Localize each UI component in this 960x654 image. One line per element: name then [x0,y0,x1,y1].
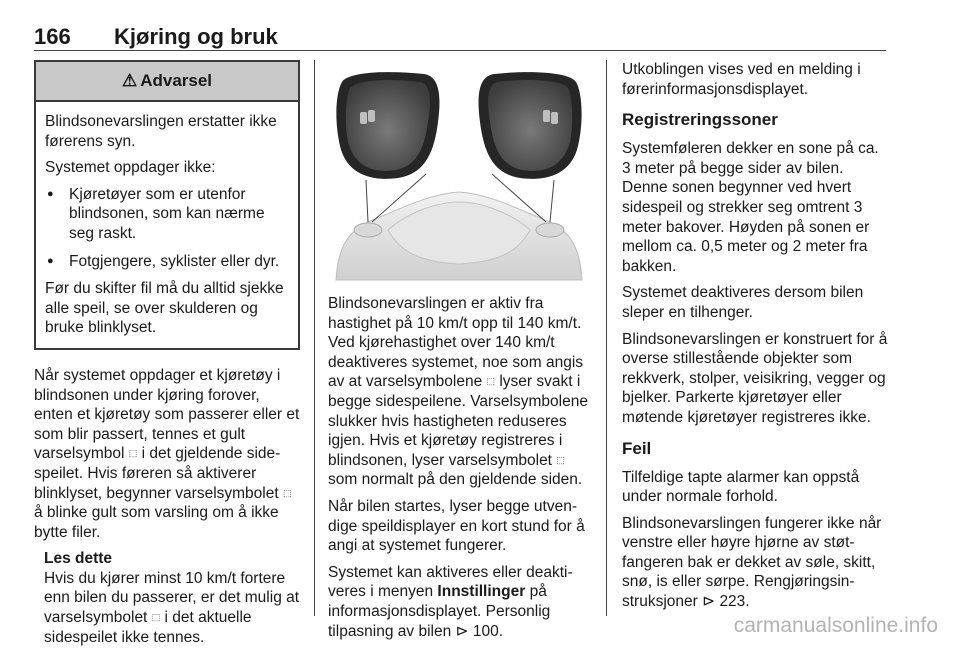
warning-text: Systemet oppdager ikke: [45,159,216,177]
page-ref-arrow-icon: ⊳ [702,593,716,611]
right-mirror [479,72,582,179]
column-middle [328,60,590,648]
body-text: Systemet kan aktiveres eller deaktiveres i menyen [328,563,573,601]
body-text: lyser svakt i begge sidespeilene. Varselsymbolene slukker hvis hastigheten reduseres igjen. Hvis et kjøretøy registreres i blindsonen, lyser varselsymbolet [328,373,588,469]
column-divider-right [606,60,607,616]
warning-title: Advarsel [140,71,213,90]
body-paragraph: Tilfeldige tapte alarmer kan oppstå under normale forhold. [622,468,860,506]
body-text: Når systemet oppdager et kjøretøy i blindsonen under kjøring forover, enten et kjøretøy som passerer eller et som blir passert, tennes et gult varselsymbol [34,366,300,463]
blind-spot-icon: ⬚ [486,376,496,387]
body-text: å blinke gult som varsling om å ikke bytte filer. [34,504,279,541]
body-paragraph [328,563,590,641]
section-heading-fault: Feil [622,438,652,458]
left-mirror [336,72,439,179]
list-item: ● Kjøretøyer som er utenfor blindsonen, som kan nærme seg raskt. [45,185,290,244]
page-reference[interactable]: 100. [472,622,504,640]
chapter-title: Kjøring og bruk [114,24,278,49]
warning-text: Blindsonevarslingen erstatter ikke førerens syn. [45,113,277,150]
column-left [34,60,300,654]
body-text: på informasjonsdisplayet. Personlig tilpasning av bilen [328,583,551,640]
callout-line [550,180,554,222]
body-text: som normalt på den gjeldende siden. [328,471,583,489]
body-text: i det aktuelle sidespeilet ikke tennes. [44,609,252,646]
blind-spot-icon: ⬚ [556,454,565,465]
body-paragraph: Utkoblingen vises ved en melding i førerinformasjonsdisplayet. [622,61,861,98]
warning-box [34,60,300,350]
warning-body [36,102,298,348]
page-ref-arrow-icon: ⊳ [455,622,469,640]
body-paragraph: Systemføleren dekker en sone på ca. 3 meter på begge sider av bilen. Denne sonen begynner ved hvert sidespeil og strekker seg omtrent 3 meter bakover. Høyden på sonen er mellom ca. 0,5 meter og 2 meter fra bakken. [622,140,879,275]
column-right [622,60,888,619]
body-paragraph: Blindsonevarslingen er konstruert for å overse stillestående objekter som rekkverk, stolper, veisikring, vegger og bjelker. Parkerte kjøretøyer eller møtende kjøretøyer registreres ikke. [622,330,888,426]
note-block [44,549,300,647]
blind-spot-icon: ⬚ [128,448,138,459]
warning-list [45,185,290,271]
header-divider [34,50,886,51]
body-text: Blindsonevarslingen er aktiv fra hastighet på 10 km/t opp til 140 km/t. Ved kjørehastighet over 140 km/t deaktiveres systemet, noe som angis av at varselsymbolene [328,295,584,391]
body-paragraph: Systemet deaktiveres dersom bilen sleper en tilhenger. [622,284,864,321]
body-text: Blindsonevarslingen fungerer ikke når venstre eller høyre hjørne av støtfangeren bak er dekket av søle, skitt, snø, is eller sørpe. Rengjøringsinstruksjoner [622,514,882,611]
menu-name: Innstillinger [437,583,526,601]
warning-text: Før du skifter fil må du alltid sjekke alle speil, se over skulderen og bruke blinklyset. [45,280,284,337]
watermark: carmanualsonline.info [733,614,938,637]
body-text: i det gjeldende sidespeilet. Hvis føreren så aktiverer blinklyset, begynner varselsymbolet [34,445,281,502]
car-shape [336,192,582,280]
body-paragraph [34,366,300,542]
body-text: Hvis du kjører minst 10 km/t fortere enn bilen du passerer, er det mulig at varselsymbolet [44,569,300,627]
page-reference[interactable]: 223. [719,593,750,611]
page-header [34,22,886,50]
body-paragraph: Når bilen startes, lyser begge utvendige speildisplayer en kort stund for å angi at systemet fungerer. [328,497,585,555]
blind-spot-icon: ⬚ [151,612,161,623]
column-divider-left [314,60,315,616]
blind-spot-icon: ⬚ [282,487,292,498]
list-item: ● Fotgjengere, syklister eller dyr. [45,252,290,272]
callout-line [366,180,368,222]
section-heading-zones: Registreringssoner [622,110,778,130]
note-title: Les dette [44,550,113,568]
page-number: 166 [34,24,71,49]
illustration-svg [328,62,590,282]
mirror-illustration [328,62,590,282]
body-paragraph [328,294,590,490]
warning-header [36,62,298,102]
body-paragraph [622,514,888,612]
note-text [44,569,300,647]
warning-icon: ⚠ [121,71,138,90]
